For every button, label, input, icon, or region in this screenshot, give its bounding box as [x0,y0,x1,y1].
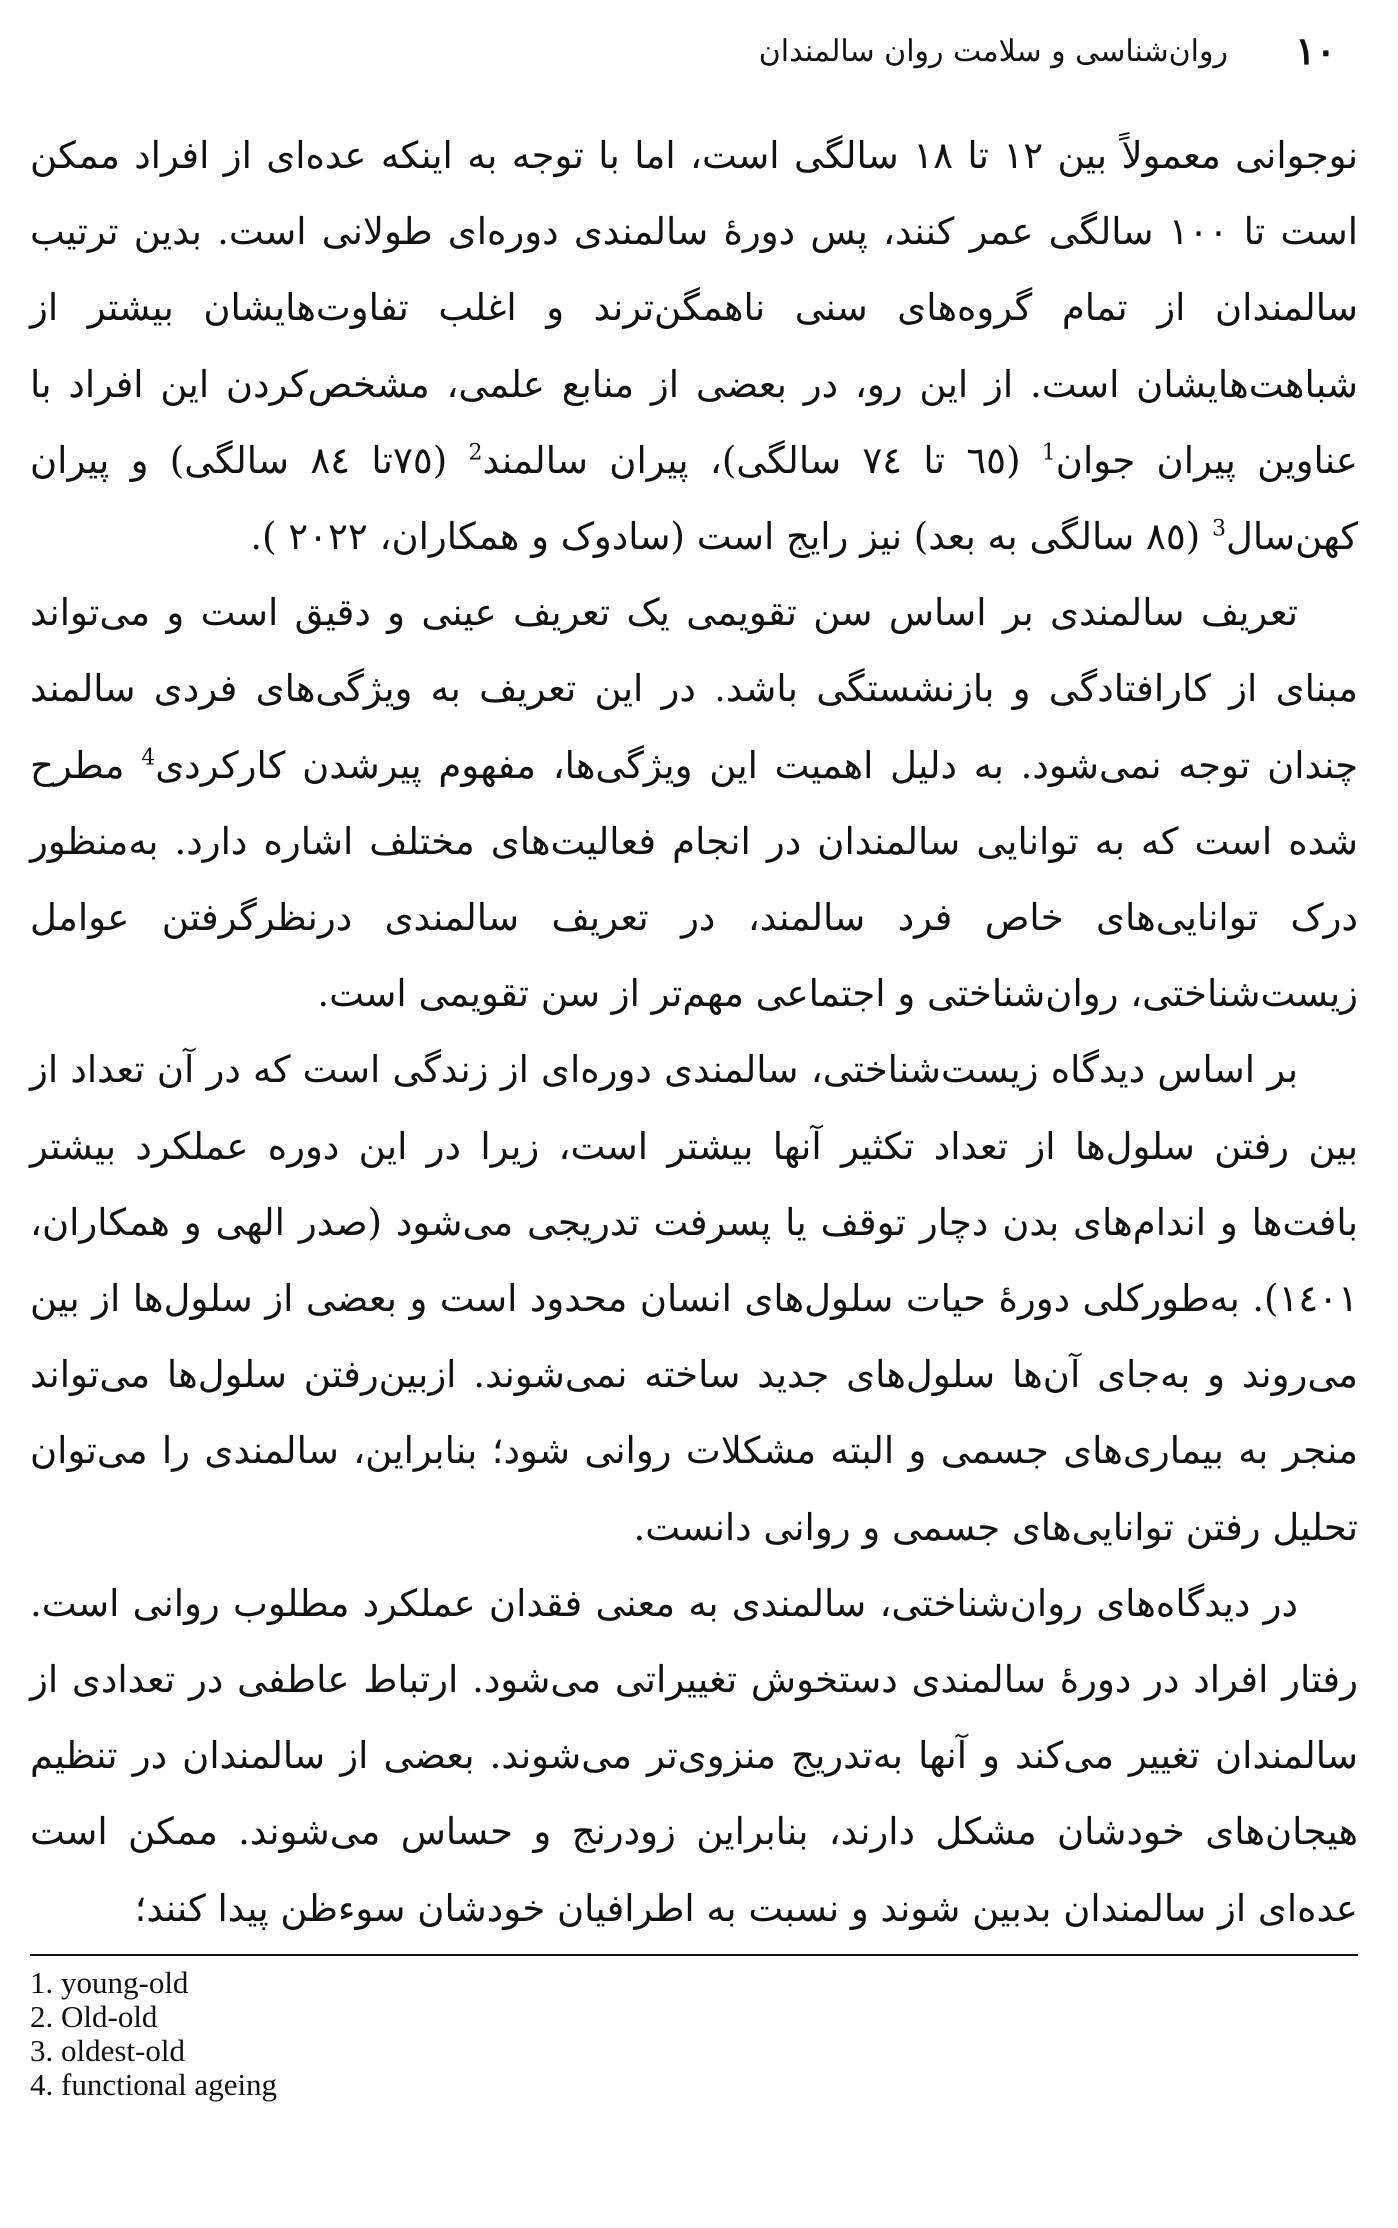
paragraph-text: (٨٥ سالگی به بعد) نیز رایج است (سادوک و همکاران، ۲۰۲۲ ). [250,515,1212,559]
page-number: ۱۰ [1295,28,1336,73]
footnote-item: 1. young-old [30,1965,189,2000]
footnote-mark: 1 [1041,440,1056,466]
footnote-item: 4. functional ageing [30,2067,278,2102]
footnote-item: 2. Old-old [30,1999,158,2034]
footnotes [30,1966,830,2102]
body-text [30,118,1358,1947]
paragraph-text: تعریف سالمندی بر اساس سن تقویمی یک تعریف عینی و دقیق است و می‌تواند مبنای از کارافتادگی و بازنشستگی باشد. در این تعریف به ویژگی‌های فردی سالمند چندان توجه نمی‌شود. به دلیل اهمیت این ویژگی‌ها، مفهوم پیرشدن کارکردی [30,591,1358,787]
running-title: روان‌شناسی و سلامت روان سالمندان [758,34,1228,69]
paragraph-text: نوجوانی معمولاً بین ۱۲ تا ۱۸ سالگی است، اما با توجه به اینکه عده‌ای از افراد ممکن است تا ۱۰۰ سالگی عمر کنند، پس دورهٔ سالمندی دوره‌ای طولانی است. بدین ترتیب سالمندان از تمام گروه‌های سنی ناهمگن‌ترند و اغلب تفاوت‌هایشان بیشتر از شباهت‌هایشان است. از این رو، در بعضی از منابع علمی، مشخص‌کردن این افراد با عناوین پیران جوان [30,134,1358,482]
paragraph-age-groups [30,118,1358,575]
footnote-mark: 3 [1212,516,1226,542]
footnote-divider [30,1954,1358,1956]
paragraph-text: مطرح شده است که به توانایی سالمندان در انجام فعالیت‌های مختلف اشاره دارد. به‌منظور درک توانایی‌های خاص فرد سالمند، در تعریف سالمندی درنظرگرفتن عوامل زیست‌شناختی، روان‌شناختی و اجتماعی مهم‌تر از سن تقویمی است. [30,743,1358,1016]
paragraph-psychological-view: در دیدگاه‌های روان‌شناختی، سالمندی به معنی فقدان عملکرد مطلوب روانی است. رفتار افراد در دورهٔ سالمندی دستخوش تغییراتی می‌شود. ارتباط عاطفی در تعدادی از سالمندان تغییر می‌کند و آنها به‌تدریج منزوی‌تر می‌شوند. بعضی از سالمندان در تنظیم هیجان‌های خودشان مشکل دارند، بنابراین زودرنج و حساس می‌شوند. ممکن است عده‌ای از سالمندان بدبین شوند و نسبت به اطرافیان خودشان سوءظن پیدا کنند؛ [30,1581,1358,1930]
paragraph-biological-view: بر اساس دیدگاه زیست‌شناختی، سالمندی دوره‌ای از زندگی است که در آن تعداد از بین رفتن سلول‌ها از تعداد تکثیر آنها بیشتر است، زیرا در این دوره عملکرد بیشتر بافت‌ها و اندام‌های بدن دچار توقف یا پسرفت تدریجی می‌شود (صدر الهی و همکاران، ۱٤۰۱). به‌طورکلی دورهٔ حیات سلول‌های انسان محدود است و بعضی از سلول‌ها از بین می‌روند و به‌جای آن‌ها سلول‌های جدید ساخته نمی‌شوند. ازبین‌رفتن سلول‌ها می‌تواند منجر به بیماری‌های جسمی و البته مشکلات روانی شود؛ بنابراین، سالمندی را می‌توان تحلیل رفتن توانایی‌های جسمی و روانی دانست. [30,1048,1358,1549]
paragraph-text: (٦٥ تا ٧٤ سالگی)، پیران سالمند [482,438,1042,482]
paragraph-text: (٧٥تا ٨٤ سالگی) و پیران کهن‌سال [30,438,1358,559]
footnote-mark: 4 [141,745,156,771]
paragraph-chronological-age [30,575,1358,1032]
footnote-mark: 2 [468,440,483,466]
footnote-item: 3. oldest-old [30,2033,185,2068]
running-header [30,22,1358,82]
